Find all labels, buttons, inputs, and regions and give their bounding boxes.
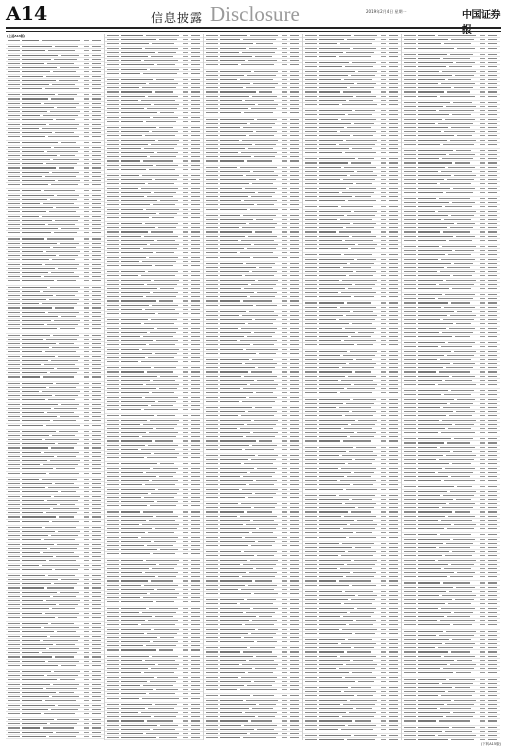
masthead-rule bbox=[6, 27, 501, 29]
continued-note: (下转A15版) bbox=[480, 742, 501, 746]
table-row bbox=[402, 738, 500, 740]
table-column-block bbox=[303, 34, 402, 740]
table-column-block bbox=[402, 34, 500, 740]
fund-list-table bbox=[6, 34, 501, 740]
masthead-rule-thin bbox=[6, 31, 501, 32]
newspaper-logo: 中国证券 bbox=[462, 10, 500, 21]
table-column-block bbox=[105, 34, 204, 740]
page-number: A14 bbox=[6, 3, 48, 25]
issue-date: 2019年2月4日 星期一 bbox=[366, 9, 407, 14]
continued-label: (上接A13版) bbox=[7, 34, 26, 38]
section-title-en: Disclosure bbox=[210, 2, 300, 26]
table-row bbox=[6, 739, 104, 740]
table-row bbox=[204, 736, 302, 740]
masthead bbox=[0, 0, 506, 28]
table-column-block bbox=[6, 34, 105, 740]
section-title-cn: 信息披露 bbox=[151, 11, 204, 25]
table-column-block bbox=[204, 34, 303, 740]
table-row bbox=[303, 738, 401, 740]
